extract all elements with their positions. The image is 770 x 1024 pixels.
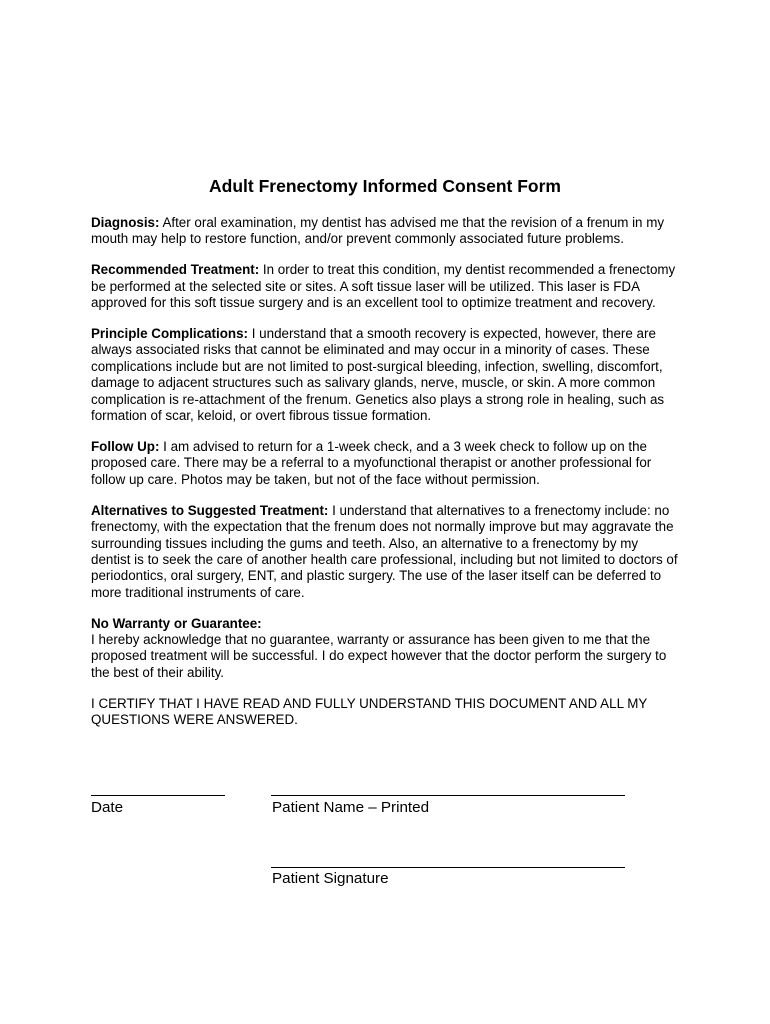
no-warranty-heading: No Warranty or Guarantee: (91, 615, 262, 631)
no-warranty-text: I hereby acknowledge that no guarantee, warranty or assurance has been given to me that the proposed treatment will be successful. I do expect however that the doctor perform the surgery to the best of their ability. (91, 632, 667, 680)
section-recommended-treatment (91, 262, 681, 311)
follow-up-text: I am advised to return for a 1-week check, and a 3 week check to follow up on the proposed care. There may be a referral to a myofunctional therapist or another professional for follow up care. Photos may be taken, but not of the face without permission. (91, 438, 652, 487)
section-follow-up (91, 439, 681, 488)
principle-complications-heading: Principle Complications: (91, 326, 248, 342)
document-body (91, 215, 681, 743)
document-title: Adult Frenectomy Informed Consent Form (209, 176, 561, 196)
diagnosis-heading: Diagnosis: (91, 215, 160, 230)
patient-signature-label: Patient Signature (272, 870, 389, 887)
principle-complications-text: I understand that a smooth recovery is expected, however, there are always associated risks that cannot be eliminated and may occur in a minority of cases. These complications include but are not limited to post-surgical bleeding, infection, swelling, discomfort, damage to adjacent structures such as salivary glands, nerve, muscle, or skin. A more common complication is re-attachment of the frenum. Genetics also plays a strong role in healing, such as formation of scar, keloid, or overt fibrous tissue formation. (91, 326, 665, 424)
patient-name-signature-line[interactable] (271, 795, 625, 796)
section-alternatives (91, 503, 681, 601)
certification-text: I CERTIFY THAT I HAVE READ AND FULLY UNDERSTAND THIS DOCUMENT AND ALL MY QUESTIONS WERE ANSWERED. (91, 695, 648, 728)
recommended-treatment-heading: Recommended Treatment: (91, 262, 260, 278)
alternatives-text: I understand that alternatives to a frenectomy include: no frenectomy, with the expectation that the frenum does not normally improve but may aggravate the surrounding tissues including the gums and teeth. Also, an alternative to a frenectomy by my dentist is to seek the care of another health care professional, including but not limited to doctors of periodontics, oral surgery, ENT, and plastic surgery. The use of the laser itself can be deferred to more traditional instruments of care. (91, 502, 678, 600)
patient-signature-line[interactable] (271, 867, 625, 868)
section-certification (91, 696, 681, 729)
recommended-treatment-text: In order to treat this condition, my dentist recommended a frenectomy be performed at the selected site or sites. A soft tissue laser will be utilized. This laser is FDA approved for this soft tissue surgery and is an excellent tool to optimize treatment and recovery. (91, 262, 676, 311)
date-signature-line[interactable] (91, 795, 225, 796)
section-principle-complications (91, 326, 681, 424)
follow-up-heading: Follow Up: (91, 438, 160, 454)
date-label: Date (91, 799, 124, 816)
section-diagnosis (91, 215, 681, 248)
section-no-warranty (91, 616, 681, 682)
patient-name-label: Patient Name – Printed (272, 799, 430, 816)
diagnosis-text: After oral examination, my dentist has advised me that the revision of a frenum in my mouth may help to restore function, and/or prevent commonly associated future problems. (91, 215, 665, 247)
alternatives-heading: Alternatives to Suggested Treatment: (91, 502, 329, 518)
